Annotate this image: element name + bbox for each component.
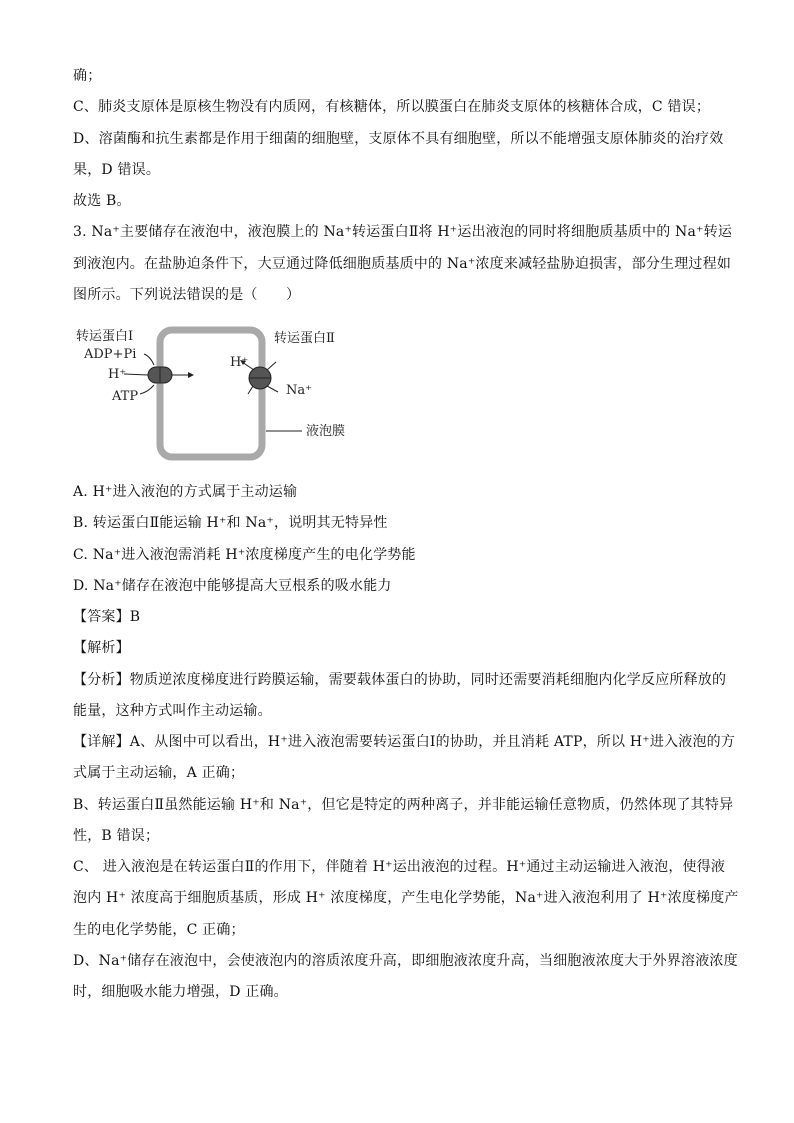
na-ion-label: Na⁺ — [286, 383, 312, 398]
question-stem-line: 3. Na⁺主要储存在液泡中，液泡膜上的 Na⁺转运蛋白Ⅱ将 H⁺运出液泡的同时将细胞质基质中的 Na⁺转运 — [73, 224, 733, 240]
text-line: D、Na⁺储存在液泡中，会使液泡内的溶质浓度升高，即细胞液浓度升高，当细胞液浓度大于外界溶液浓度 — [73, 953, 738, 969]
text-line: 泡内 H⁺ 浓度高于细胞质基质，形成 H⁺ 浓度梯度，产生电化学势能，Na⁺进入液泡利用了 H⁺浓度梯度产 — [73, 890, 739, 906]
text-line: 时，细胞吸水能力增强，D 正确。 — [73, 984, 288, 1000]
text-line: 性，B 错误； — [73, 828, 160, 844]
text-line: D、溶菌酶和抗生素都是作用于细菌的细胞壁，支原体不具有细胞壁，所以不能增强支原体肺炎的治疗效 — [73, 131, 724, 147]
text-line: 果，D 错误。 — [73, 162, 161, 178]
transporter-2-label: 转运蛋白Ⅱ — [274, 331, 335, 346]
text-line: C、肺炎支原体是原核生物没有内质网，有核糖体，所以膜蛋白在肺炎支原体的核糖体合成，C 错误； — [73, 99, 711, 115]
option-b: B. 转运蛋白Ⅱ能运输 H⁺和 Na⁺，说明其无特异性 — [73, 515, 388, 531]
answer-line: 【答案】B — [73, 609, 141, 625]
text-line: 确； — [73, 68, 102, 84]
analysis-heading: 【解析】 — [73, 640, 130, 656]
adp-pi-label: ADP+Pi — [84, 347, 137, 362]
h-ion-right-label: H⁺ — [230, 355, 249, 370]
atp-label: ATP — [112, 389, 139, 404]
vacuole-membrane-shape — [160, 330, 262, 457]
option-c: C. Na⁺进入液泡需消耗 H⁺浓度梯度产生的电化学势能 — [73, 547, 416, 563]
text-line: C、 进入液泡是在转运蛋白Ⅱ的作用下，伴随着 H⁺运出液泡的过程。H⁺通过主动运输进入液泡，使得液 — [73, 859, 726, 875]
text-line: 【详解】A、从图中可以看出，H⁺进入液泡需要转运蛋白Ⅰ的协助，并且消耗 ATP，所以 H⁺进入液泡的方 — [73, 734, 736, 750]
h-ion-left-label: H⁺ — [108, 367, 127, 382]
text-line: 能量，这种方式叫作主动运输。 — [73, 703, 272, 719]
question-stem-line: 到液泡内。在盐胁迫条件下，大豆通过降低细胞质基质中的 Na⁺浓度来减轻盐胁迫损害，部分生理过程如 — [73, 256, 732, 272]
transporter-1-label: 转运蛋白Ⅰ — [76, 329, 134, 344]
text-line: B、转运蛋白Ⅱ虽然能运输 H⁺和 Na⁺，但它是特定的两种离子，并非能运输任意物质，仍然体现了其特异 — [73, 797, 734, 813]
option-a: A. H⁺进入液泡的方式属于主动运输 — [73, 484, 298, 500]
vacuole-transport-diagram — [70, 318, 370, 468]
text-line: 式属于主动运输，A 正确； — [73, 765, 245, 781]
option-d: D. Na⁺储存在液泡中能够提高大豆根系的吸水能力 — [73, 578, 392, 594]
text-line: 生的电化学势能，C 正确； — [73, 922, 245, 938]
text-line: 故选 B。 — [73, 193, 131, 209]
text-line: 【分析】物质逆浓度梯度进行跨膜运输，需要载体蛋白的协助，同时还需要消耗细胞内化学反应所释放的 — [73, 672, 727, 688]
question-stem-line: 图所示。下列说法错误的是（ ） — [73, 287, 301, 303]
vacuole-membrane-label: 液泡膜 — [306, 424, 346, 439]
